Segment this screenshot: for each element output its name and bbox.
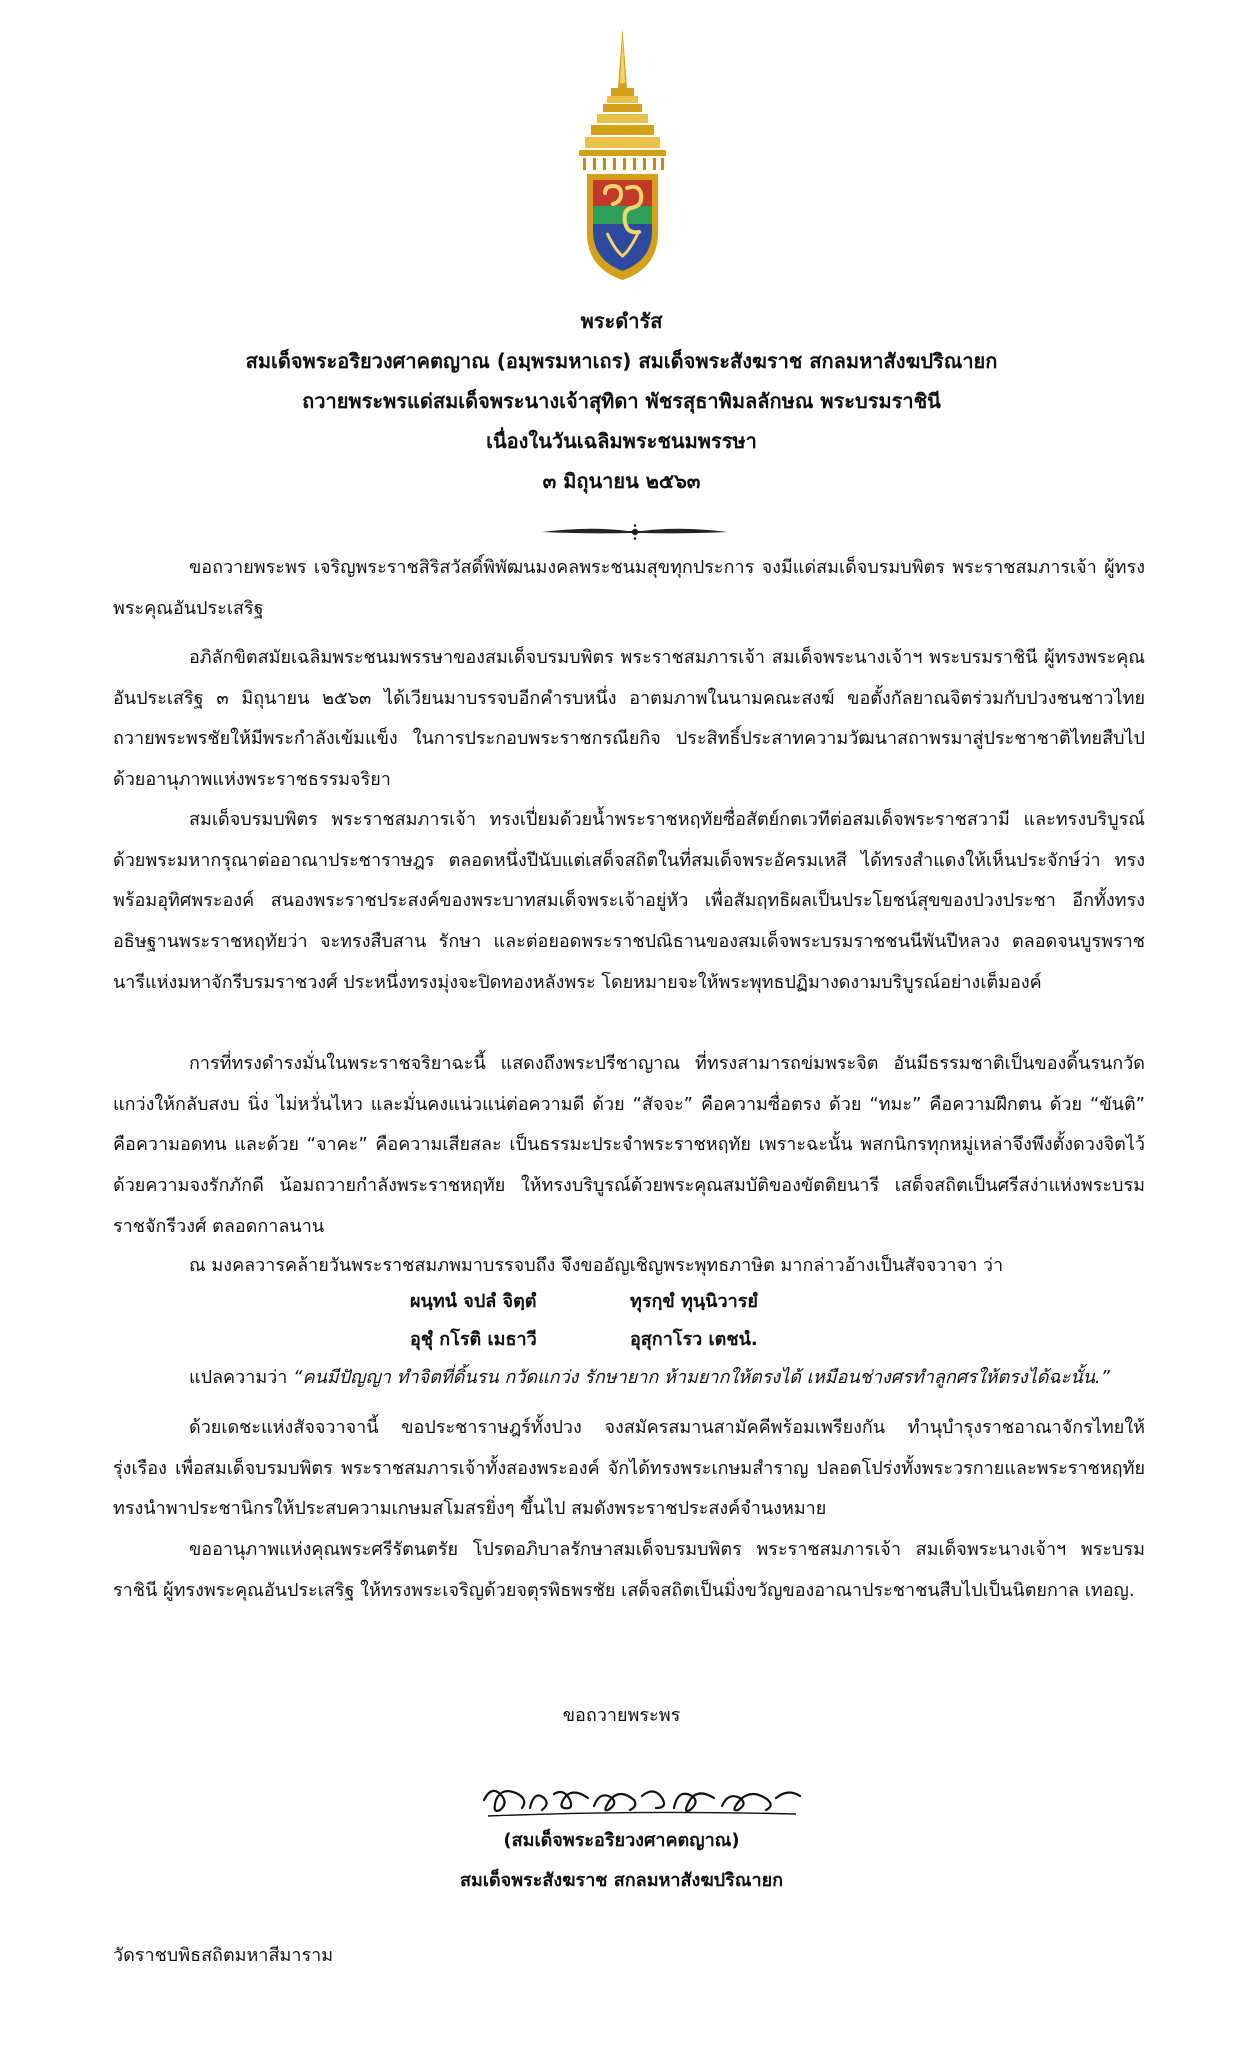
paragraph-5: ณ มงคลวารคล้ายวันพระราชสมภพมาบรรจบถึง จึงขออัญเชิญพระพุทธภาษิต มากล่าวอ้างเป็นสัจจวาจา ว่า [189,1255,1004,1276]
translation-quote: “คนมีปัญญา ทำจิตที่ดิ้นรน กวัดแกว่ง รักษายาก ห้ามยากให้ตรงได้ เหมือนช่างศรทำลูกศรให้ตรงได้ฉะนั้น.” [293,1367,1110,1388]
ornamental-divider-icon [540,524,730,540]
paragraph-7: ขออานุภาพแห่งคุณพระศรีรัตนตรัย โปรดอภิบาลรักษาสมเด็จบรมบพิตร พระราชสมภารเจ้า สมเด็จพระนางเจ้าฯ พระบรมราชินี ผู้ทรงพระคุณอันประเสริฐ ให้ทรงพระเจริญด้วยจตุรพิธพรชัย เสด็จสถิตเป็นมิ่งขวัญของอาณาประชาชนสืบไปเป็นนิตยกาล เทอญ. [113,1539,1145,1601]
signatory-name: (สมเด็จพระอริยวงศาคตญาณ) [503,1830,740,1851]
handwritten-signature-icon [478,1770,806,1822]
paragraph-4: การที่ทรงดำรงมั่นในพระราชจริยาฉะนี้ แสดงถึงพระปรีชาญาณ ที่ทรงสามารถข่มพระจิต อันมีธรรมชาติเป็นของดิ้นรนกวัดแกว่งให้กลับสงบ นิ่ง ไม่หวั่นไหว และมั่นคงแน่วแน่ต่อความดี ด้วย “สัจจะ” คือความซื่อตรง ด้วย “ทมะ” คือความฝึกตน ด้วย “ขันติ” คือความอดทน และด้วย “จาคะ” คือความเสียสละ เป็นธรรมะประจำพระราชหฤทัย เพราะฉะนั้น พสกนิกรทุกหมู่เหล่าจึงพึงตั้งดวงจิตไว้ด้วยความจงรักภักดี น้อมถวายกำลังพระราชหฤทัย ให้ทรงบริบูรณ์ด้วยพระคุณสมบัติของขัตติยนารี เสด็จสถิตเป็นศรีสง่าแห่งพระบรมราชจักรีวงศ์ ตลอดกาลนาน [113,1053,1145,1237]
sangharaja-emblem-icon [575,28,670,283]
paragraph-3: สมเด็จบรมบพิตร พระราชสมภารเจ้า ทรงเปี่ยมด้วยน้ำพระราชหฤทัยซื่อสัตย์กตเวทีต่อสมเด็จพระราชสวามี และทรงบริบูรณ์ด้วยพระมหากรุณาต่ออาณาประชาราษฎร ตลอดหนึ่งปีนับแต่เสด็จสถิตในที่สมเด็จพระอัครมเหสี ได้ทรงสำแดงให้เห็นประจักษ์ว่า ทรงพร้อมอุทิศพระองค์ สนองพระราชประสงค์ของพระบาทสมเด็จพระเจ้าอยู่หัว เพื่อสัมฤทธิผลเป็นประโยชน์สุขของปวงประชา อีกทั้งทรงอธิษฐานพระราชหฤทัยว่า จะทรงสืบสาน รักษา และต่อยอดพระราชปณิธานของสมเด็จพระบรมราชชนนีพันปีหลวง ตลอดจนบูรพราชนารีแห่งมหาจักรีบรมราชวงศ์ ประหนึ่งทรงมุ่งจะปิดทองหลังพระ โดยหมายจะให้พระพุทธปฏิมางดงามบริบูรณ์อย่างเต็มองค์ [113,809,1145,993]
heading-recipient: ถวายพระพรแด่สมเด็จพระนางเจ้าสุทิดา พัชรสุธาพิมลลักษณ พระบรมราชินี [302,389,941,413]
verse-line-1a: ผนฺทนํ จปลํ จิตฺตํ [410,1291,537,1312]
verse-line-2b: อุสุกาโรว เตชนํ. [630,1329,758,1350]
paragraph-2: อภิลักขิตสมัยเฉลิมพระชนมพรรษาของสมเด็จบรมบพิตร พระราชสมภารเจ้า สมเด็จพระนางเจ้าฯ พระบรมราชินี ผู้ทรงพระคุณอันประเสริฐ ๓ มิถุนายน ๒๕๖๓ ได้เวียนมาบรรจบอีกคำรบหนึ่ง อาตมภาพในนามคณะสงฆ์ ขอตั้งกัลยาณจิตร่วมกับปวงชนชาวไทย ถวายพระพรชัยให้มีพระกำลังเข้มแข็ง ในการประกอบพระราชกรณียกิจ ประสิทธิ์ประสาทความวัฒนาสถาพรมาสู่ประชาชาติไทยสืบไป ด้วยอานุภาพแห่งพระราชธรรมจริยา [113,647,1145,791]
heading-title: พระดำรัส [580,309,663,333]
heading-author: สมเด็จพระอริยวงศาคตญาณ (อมฺพรมหาเถร) สมเด็จพระสังฆราช สกลมหาสังฆปริณายก [245,349,998,373]
paragraph-6: ด้วยเดชะแห่งสัจจวาจานี้ ขอประชาราษฎร์ทั้งปวง จงสมัครสมานสามัคคีพร้อมเพรียงกัน ทำนุบำรุงราชอาณาจักรไทยให้รุ่งเรือง เพื่อสมเด็จบรมบพิตร พระราชสมภารเจ้าทั้งสองพระองค์ จักได้ทรงพระเกษมสำราญ ปลอดโปร่งทั้งพระวรกายและพระราชหฤทัย ทรงนำพาประชานิกรให้ประสบความเกษมสโมสรยิ่งๆ ขึ้นไป สมดังพระราชประสงค์จำนงหมาย [113,1417,1145,1520]
heading-occasion: เนื่องในวันเฉลิมพระชนมพรรษา [486,429,757,453]
translation-prefix: แปลความว่า [189,1367,288,1388]
verse-line-1b: ทุรกฺขํ ทุนฺนิวารยํ [630,1291,758,1312]
heading-date: ๓ มิถุนายน ๒๕๖๓ [542,469,701,493]
closing-blessing: ขอถวายพระพร [562,1705,681,1726]
verse-line-2a: อุชุํ กโรติ เมธาวี [410,1329,537,1350]
verse-translation [189,1363,1149,1393]
signatory-title: สมเด็จพระสังฆราช สกลมหาสังฆปริณายก [459,1870,784,1891]
temple-name: วัดราชบพิธสถิตมหาสีมาราม [113,1945,334,1966]
paragraph-1: ขอถวายพระพร เจริญพระราชสิริสวัสดิ์พิพัฒนมงคลพระชนมสุขทุกประการ จงมีแด่สมเด็จบรมบพิตร พระราชสมภารเจ้า ผู้ทรงพระคุณอันประเสริฐ [113,557,1145,619]
